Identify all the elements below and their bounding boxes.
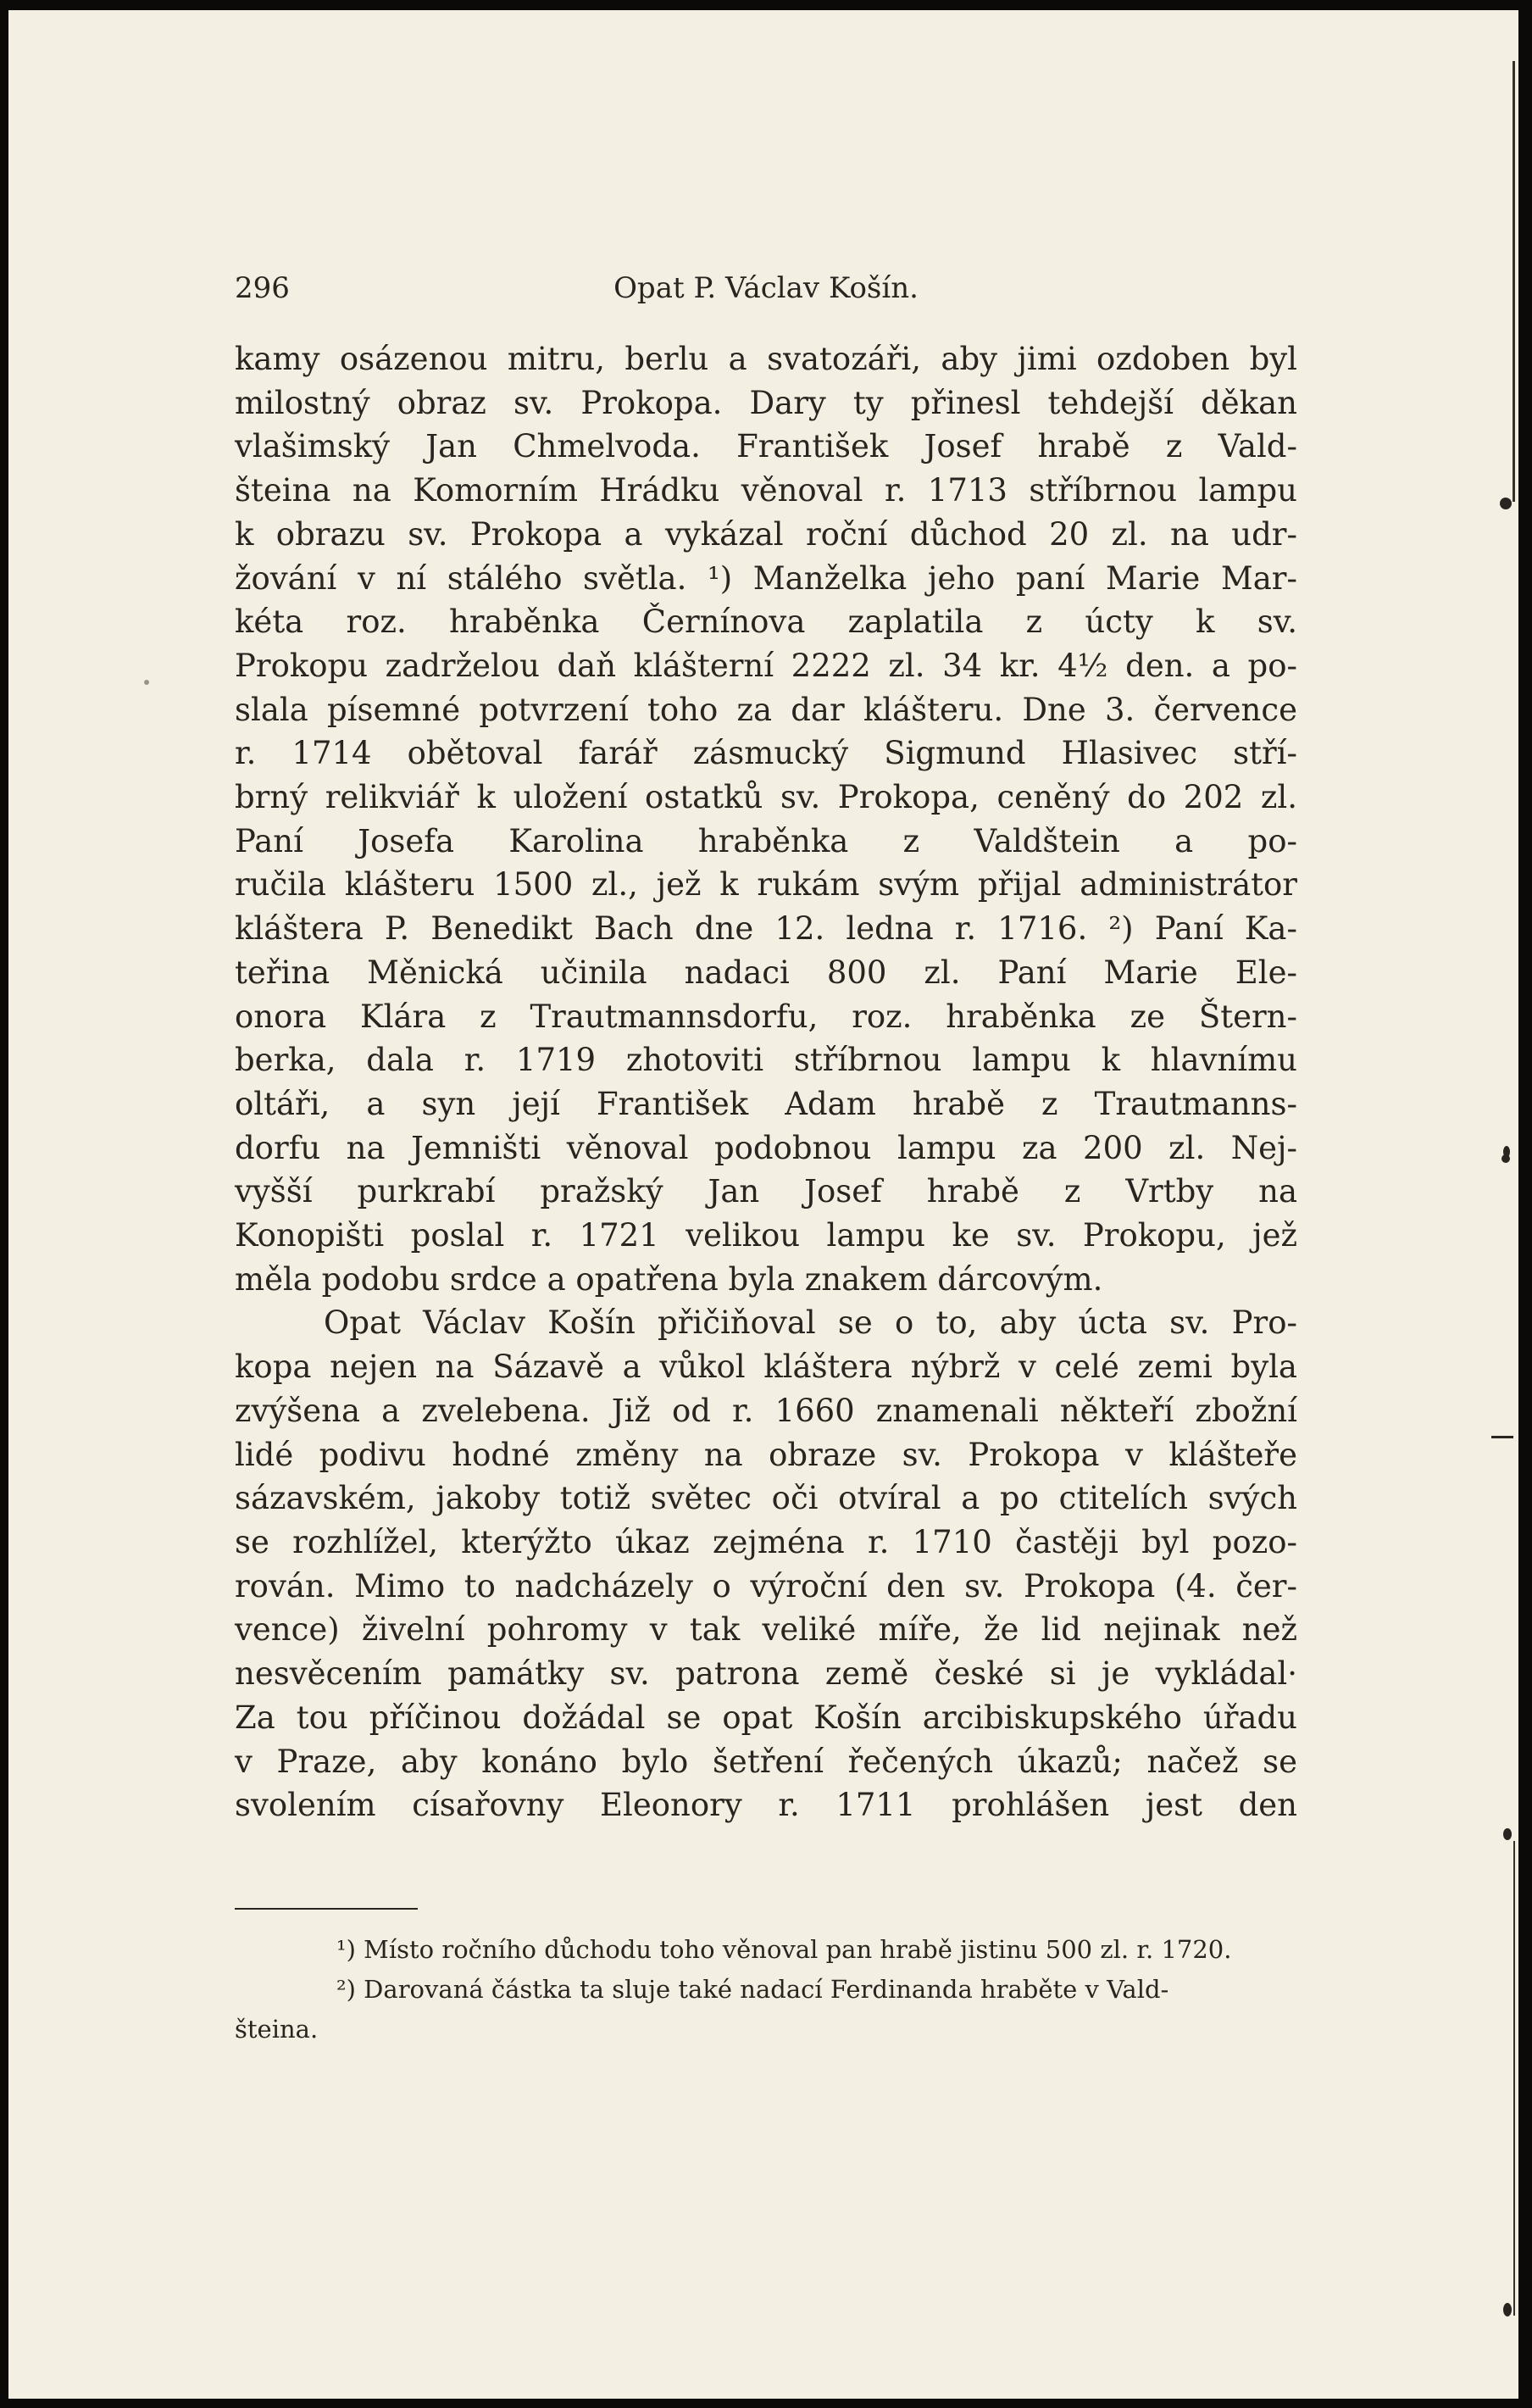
- text-line: rován. Mimo to nadcházely o výroční den sv. Prokopa (4. čer-: [235, 1567, 1297, 1604]
- text-line: oltáři, a syn její František Adam hrabě z Trautmanns-: [235, 1085, 1297, 1122]
- paragraph-1: [235, 337, 1297, 1301]
- book-page: [8, 10, 1518, 2399]
- scan-speck: [1503, 2303, 1512, 2316]
- text-line: svolením císařovny Eleonory r. 1711 prohlášen jest den: [235, 1787, 1297, 1824]
- scan-speck: [144, 680, 149, 685]
- text-line: Prokopu zadrželou daň klášterní 2222 zl. 34 kr. 4½ den. a po-: [235, 647, 1297, 684]
- page-edge-shadow: [1513, 1841, 1515, 2316]
- text-line: Paní Josefa Karolina hraběnka z Valdštein a po-: [235, 822, 1297, 859]
- text-line: teřina Měnická učinila nadaci 800 zl. Paní Marie Ele-: [235, 954, 1297, 991]
- footnote-2: ²) Darovaná částka ta sluje také nadací Ferdinanda hraběte v Vald-: [336, 1975, 1169, 2004]
- text-line: v Praze, aby konáno bylo šetření řečených úkazů; načež se: [235, 1743, 1297, 1780]
- text-line: brný relikviář k uložení ostatků sv. Prokopa, ceněný do 202 zl.: [235, 779, 1297, 816]
- footnote-2-continuation: šteina.: [235, 2015, 319, 2044]
- text-line: Konopišti poslal r. 1721 velikou lampu ke sv. Prokopu, jež: [235, 1217, 1297, 1254]
- text-line: onora Klára z Trautmannsdorfu, roz. hraběnka ze Štern-: [235, 998, 1297, 1035]
- footnote-separator: [235, 1908, 418, 1910]
- text-line: ručila klášteru 1500 zl., jež k rukám svým přijal administrátor: [235, 866, 1297, 904]
- page-edge-shadow: [1513, 61, 1515, 502]
- scan-speck: [1501, 1154, 1510, 1163]
- text-line: Opat Václav Košín přičiňoval se o to, aby úcta sv. Pro-: [324, 1304, 1297, 1342]
- text-line: dorfu na Jemništi věnoval podobnou lampu za 200 zl. Nej-: [235, 1129, 1297, 1166]
- text-line: zvýšena a zvelebena. Již od r. 1660 znamenali někteří zbožní: [235, 1392, 1297, 1429]
- text-line: sázavském, jakoby totiž světec oči otvíral a po ctitelích svých: [235, 1480, 1297, 1517]
- text-line: kláštera P. Benedikt Bach dne 12. ledna r. 1716. ²) Paní Ka-: [235, 910, 1297, 948]
- text-line: vence) živelní pohromy v tak veliké míře, že lid nejinak než: [235, 1611, 1297, 1649]
- running-title: Opat P. Václav Košín.: [613, 271, 919, 305]
- text-line: k obrazu sv. Prokopa a vykázal roční důchod 20 zl. na udr-: [235, 515, 1297, 553]
- text-line: šteina na Komorním Hrádku věnoval r. 1713 stříbrnou lampu: [235, 472, 1297, 509]
- text-line: měla podobu srdce a opatřena byla znakem dárcovým.: [235, 1260, 1103, 1298]
- text-line: žování v ní stálého světla. ¹) Manželka jeho paní Marie Mar-: [235, 559, 1297, 597]
- text-line: r. 1714 obětoval farář zásmucký Sigmund Hlasivec stří-: [235, 735, 1297, 772]
- text-line: berka, dala r. 1719 zhotoviti stříbrnou lampu k hlavnímu: [235, 1042, 1297, 1079]
- text-line: nesvěcením památky sv. patrona země české si je vykládal·: [235, 1655, 1297, 1693]
- text-line: se rozhlížel, kterýžto úkaz zejména r. 1710 častěji byl pozo-: [235, 1523, 1297, 1560]
- text-line: vyšší purkrabí pražský Jan Josef hrabě z Vrtby na: [235, 1173, 1297, 1210]
- text-line: kamy osázenou mitru, berlu a svatozáři, aby jimi ozdoben byl: [235, 341, 1297, 377]
- footnote-1: ¹) Místo ročního důchodu toho věnoval pan hrabě jistinu 500 zl. r. 1720.: [336, 1935, 1232, 1964]
- text-line: vlašimský Jan Chmelvoda. František Josef hrabě z Vald-: [235, 428, 1297, 465]
- text-line: kopa nejen na Sázavě a vůkol kláštera nýbrž v celé zemi byla: [235, 1349, 1297, 1386]
- page-number: 296: [235, 271, 290, 305]
- scan-speck: [1491, 1436, 1513, 1438]
- paragraph-2: [235, 1301, 1297, 1827]
- scan-speck: [1503, 1828, 1512, 1840]
- text-line: kéta roz. hraběnka Černínova zaplatila z úcty k sv.: [235, 603, 1297, 641]
- text-line: lidé podivu hodné změny na obraze sv. Prokopa v klášteře: [235, 1436, 1297, 1473]
- body-text: [235, 337, 1297, 1827]
- text-line: slala písemné potvrzení toho za dar klášteru. Dne 3. července: [235, 691, 1297, 728]
- footnotes: [235, 1930, 1297, 2049]
- text-line: Za tou příčinou dožádal se opat Košín arcibiskupského úřadu: [235, 1699, 1297, 1736]
- page-header: [235, 263, 1297, 314]
- scan-speck: [1500, 498, 1512, 509]
- text-line: milostný obraz sv. Prokopa. Dary ty přinesl tehdejší děkan: [235, 384, 1297, 421]
